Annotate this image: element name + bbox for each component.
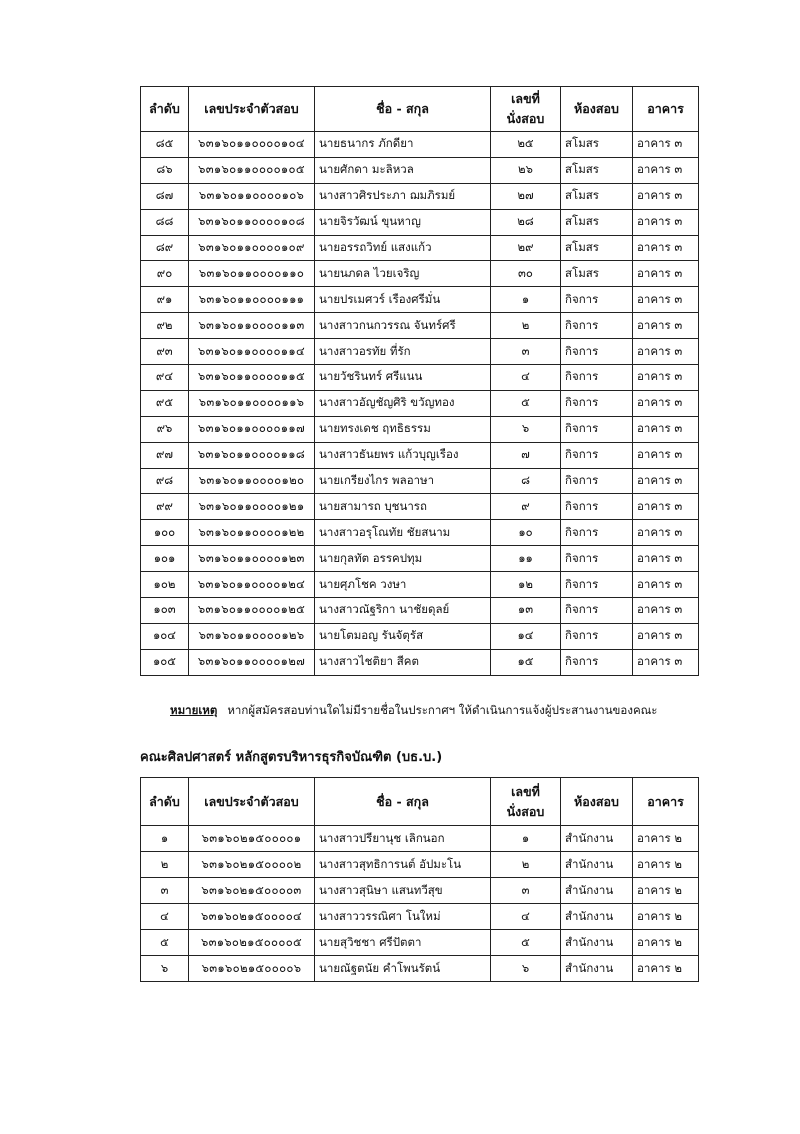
table-body (141, 826, 699, 982)
cell-room: สำนักงาน (561, 878, 633, 904)
cell-order: ๘๘ (141, 209, 189, 235)
table-row (141, 904, 699, 930)
header-building: อาคาร (633, 778, 699, 826)
cell-name: นายปรเมศวร์ เรืองศรีมั่น (315, 287, 491, 313)
table-row (141, 598, 699, 624)
cell-seat: ๙ (491, 494, 561, 520)
table-row (141, 442, 699, 468)
cell-name: นายอรรถวิทย์ แสงแก้ว (315, 235, 491, 261)
cell-building: อาคาร ๓ (633, 157, 699, 183)
header-room: ห้องสอบ (561, 778, 633, 826)
table-row (141, 930, 699, 956)
cell-order: ๘๖ (141, 157, 189, 183)
header-seat (491, 778, 561, 826)
cell-exam-id: ๖๓๑๖๐๑๑๐๐๐๐๑๑๘ (189, 442, 315, 468)
cell-name: นางสาวไชติยา สีคต (315, 649, 491, 675)
cell-building: อาคาร ๒ (633, 852, 699, 878)
table-row (141, 183, 699, 209)
cell-building: อาคาร ๓ (633, 623, 699, 649)
cell-order: ๔ (141, 904, 189, 930)
cell-name: นายศักดา มะลิหวล (315, 157, 491, 183)
cell-room: สำนักงาน (561, 826, 633, 852)
cell-order: ๙๘ (141, 468, 189, 494)
cell-building: อาคาร ๓ (633, 365, 699, 391)
cell-seat: ๓๐ (491, 261, 561, 287)
cell-room: กิจการ (561, 416, 633, 442)
cell-order: ๑๐๒ (141, 572, 189, 598)
cell-building: อาคาร ๒ (633, 878, 699, 904)
cell-building: อาคาร ๒ (633, 826, 699, 852)
table-row (141, 209, 699, 235)
cell-building: อาคาร ๓ (633, 468, 699, 494)
cell-building: อาคาร ๓ (633, 598, 699, 624)
cell-room: สำนักงาน (561, 904, 633, 930)
cell-exam-id: ๖๓๑๖๐๒๑๕๐๐๐๐๓ (189, 878, 315, 904)
cell-building: อาคาร ๓ (633, 261, 699, 287)
cell-seat: ๓ (491, 878, 561, 904)
cell-seat: ๕ (491, 930, 561, 956)
cell-seat: ๒๖ (491, 157, 561, 183)
cell-building: อาคาร ๓ (633, 546, 699, 572)
remark-label: หมายเหตุ (170, 703, 218, 717)
cell-exam-id: ๖๓๑๖๐๑๑๐๐๐๐๑๒๖ (189, 623, 315, 649)
cell-exam-id: ๖๓๑๖๐๒๑๕๐๐๐๐๑ (189, 826, 315, 852)
cell-building: อาคาร ๒ (633, 956, 699, 982)
cell-room: กิจการ (561, 649, 633, 675)
cell-order: ๕ (141, 930, 189, 956)
cell-exam-id: ๖๓๑๖๐๒๑๕๐๐๐๐๖ (189, 956, 315, 982)
cell-seat: ๑๒ (491, 572, 561, 598)
cell-seat: ๑๔ (491, 623, 561, 649)
cell-room: สโมสร (561, 209, 633, 235)
cell-seat: ๑๕ (491, 649, 561, 675)
cell-order: ๙๙ (141, 494, 189, 520)
table-row (141, 468, 699, 494)
cell-name: นายเกรียงไกร พลอาษา (315, 468, 491, 494)
cell-seat: ๒๗ (491, 183, 561, 209)
cell-name: นายศุภโชค วงษา (315, 572, 491, 598)
table-row (141, 878, 699, 904)
cell-name: นายจิรวัฒน์ ขุนหาญ (315, 209, 491, 235)
cell-exam-id: ๖๓๑๖๐๑๑๐๐๐๐๑๒๔ (189, 572, 315, 598)
section-heading: คณะศิลปศาสตร์ หลักสูตรบริหารธุรกิจบัณฑิต (บธ.บ.) (140, 750, 443, 765)
cell-name: นายสามารถ บุชนารถ (315, 494, 491, 520)
cell-building: อาคาร ๓ (633, 287, 699, 313)
cell-exam-id: ๖๓๑๖๐๑๑๐๐๐๐๑๑๑ (189, 287, 315, 313)
cell-seat: ๔ (491, 904, 561, 930)
cell-name: นายนภดล ไวยเจริญ (315, 261, 491, 287)
table-row (141, 826, 699, 852)
table-row (141, 852, 699, 878)
table-row (141, 287, 699, 313)
cell-room: สำนักงาน (561, 852, 633, 878)
table-header-row (141, 778, 699, 826)
cell-seat: ๕ (491, 390, 561, 416)
table-row (141, 365, 699, 391)
cell-building: อาคาร ๓ (633, 132, 699, 158)
cell-exam-id: ๖๓๑๖๐๑๑๐๐๐๐๑๐๕ (189, 157, 315, 183)
header-name: ชื่อ - สกุล (315, 87, 491, 132)
cell-room: กิจการ (561, 572, 633, 598)
cell-seat: ๑ (491, 826, 561, 852)
cell-room: กิจการ (561, 390, 633, 416)
header-seat-line2: นั่งสอบ (506, 803, 545, 819)
table-row (141, 956, 699, 982)
cell-name: นางสาวสุทธิการนต์ อัปมะโน (315, 852, 491, 878)
cell-name: นางสาวกนกวรรณ จันทร์ศรี (315, 313, 491, 339)
cell-name: นางสาวปรียานุช เลิกนอก (315, 826, 491, 852)
cell-order: ๘๕ (141, 132, 189, 158)
cell-name: นายทรงเดช ฤทธิธรรม (315, 416, 491, 442)
cell-order: ๑๐๔ (141, 623, 189, 649)
table-row (141, 313, 699, 339)
cell-room: กิจการ (561, 442, 633, 468)
cell-name: นายณัฐตนัย คำโพนรัตน์ (315, 956, 491, 982)
header-exam-id: เลขประจำตัวสอบ (189, 87, 315, 132)
cell-name: นายโตมอญ รันจัตุรัส (315, 623, 491, 649)
cell-exam-id: ๖๓๑๖๐๑๑๐๐๐๐๑๑๐ (189, 261, 315, 287)
cell-seat: ๔ (491, 365, 561, 391)
cell-seat: ๗ (491, 442, 561, 468)
cell-room: กิจการ (561, 365, 633, 391)
cell-seat: ๓ (491, 339, 561, 365)
cell-order: ๑๐๑ (141, 546, 189, 572)
cell-exam-id: ๖๓๑๖๐๑๑๐๐๐๐๑๐๔ (189, 132, 315, 158)
cell-order: ๙๕ (141, 390, 189, 416)
table-row (141, 390, 699, 416)
header-building: อาคาร (633, 87, 699, 132)
cell-room: กิจการ (561, 468, 633, 494)
cell-exam-id: ๖๓๑๖๐๑๑๐๐๐๐๑๐๙ (189, 235, 315, 261)
cell-order: ๑๐๕ (141, 649, 189, 675)
cell-building: อาคาร ๓ (633, 313, 699, 339)
table-header-row (141, 87, 699, 132)
cell-seat: ๒๙ (491, 235, 561, 261)
cell-seat: ๑๑ (491, 546, 561, 572)
table-row (141, 623, 699, 649)
header-order: ลำดับ (141, 87, 189, 132)
cell-building: อาคาร ๓ (633, 520, 699, 546)
table-row (141, 416, 699, 442)
table-row (141, 572, 699, 598)
cell-name: นางสาวศิรประภา ฌมภิรมย์ (315, 183, 491, 209)
cell-exam-id: ๖๓๑๖๐๑๑๐๐๐๐๑๐๖ (189, 183, 315, 209)
cell-exam-id: ๖๓๑๖๐๑๑๐๐๐๐๑๒๕ (189, 598, 315, 624)
cell-name: นางสาววรรณิศา โนใหม่ (315, 904, 491, 930)
cell-exam-id: ๖๓๑๖๐๑๑๐๐๐๐๑๒๒ (189, 520, 315, 546)
cell-name: นางสาวสุนิษา แสนทวีสุข (315, 878, 491, 904)
header-exam-id: เลขประจำตัวสอบ (189, 778, 315, 826)
cell-order: ๑๐๐ (141, 520, 189, 546)
header-room: ห้องสอบ (561, 87, 633, 132)
cell-building: อาคาร ๓ (633, 442, 699, 468)
table-row (141, 261, 699, 287)
cell-order: ๙๑ (141, 287, 189, 313)
cell-exam-id: ๖๓๑๖๐๑๑๐๐๐๐๑๑๗ (189, 416, 315, 442)
cell-room: สำนักงาน (561, 956, 633, 982)
cell-room: กิจการ (561, 623, 633, 649)
cell-exam-id: ๖๓๑๖๐๑๑๐๐๐๐๑๑๕ (189, 365, 315, 391)
cell-building: อาคาร ๒ (633, 904, 699, 930)
cell-order: ๙๓ (141, 339, 189, 365)
cell-order: ๑๐๓ (141, 598, 189, 624)
cell-exam-id: ๖๓๑๖๐๑๑๐๐๐๐๑๑๓ (189, 313, 315, 339)
cell-order: ๙๐ (141, 261, 189, 287)
cell-exam-id: ๖๓๑๖๐๑๑๐๐๐๐๑๒๓ (189, 546, 315, 572)
cell-seat: ๑๐ (491, 520, 561, 546)
cell-building: อาคาร ๓ (633, 235, 699, 261)
cell-seat: ๖ (491, 956, 561, 982)
header-seat-line2: นั่งสอบ (506, 111, 545, 126)
cell-name: นางสาวอัญชัญศิริ ขวัญทอง (315, 390, 491, 416)
cell-room: สโมสร (561, 157, 633, 183)
cell-seat: ๑ (491, 287, 561, 313)
cell-order: ๑ (141, 826, 189, 852)
cell-exam-id: ๖๓๑๖๐๑๑๐๐๐๐๑๒๑ (189, 494, 315, 520)
cell-building: อาคาร ๓ (633, 649, 699, 675)
cell-name: นายวัชรินทร์ ศรีแนน (315, 365, 491, 391)
cell-exam-id: ๖๓๑๖๐๒๑๕๐๐๐๐๔ (189, 904, 315, 930)
cell-order: ๖ (141, 956, 189, 982)
cell-order: ๙๔ (141, 365, 189, 391)
cell-order: ๒ (141, 852, 189, 878)
cell-exam-id: ๖๓๑๖๐๑๑๐๐๐๐๑๑๔ (189, 339, 315, 365)
header-name: ชื่อ - สกุล (315, 778, 491, 826)
cell-order: ๓ (141, 878, 189, 904)
cell-seat: ๒ (491, 313, 561, 339)
cell-exam-id: ๖๓๑๖๐๒๑๕๐๐๐๐๕ (189, 930, 315, 956)
cell-room: สโมสร (561, 183, 633, 209)
remark-note (170, 702, 730, 720)
table-row (141, 235, 699, 261)
candidate-table-2 (140, 777, 699, 982)
cell-exam-id: ๖๓๑๖๐๑๑๐๐๐๐๑๒๐ (189, 468, 315, 494)
cell-room: กิจการ (561, 313, 633, 339)
cell-order: ๙๗ (141, 442, 189, 468)
remark-text: หากผู้สมัครสอบท่านใดไม่มีรายชื่อในประกาศฯ ให้ดำเนินการแจ้งผู้ประสานงานของคณะ (227, 703, 658, 717)
table-row (141, 132, 699, 158)
cell-exam-id: ๖๓๑๖๐๑๑๐๐๐๐๑๐๘ (189, 209, 315, 235)
cell-name: นางสาวณัฐริกา นาชัยดุลย์ (315, 598, 491, 624)
table-row (141, 520, 699, 546)
cell-name: นางสาวธันยพร แก้วบุญเรือง (315, 442, 491, 468)
cell-room: กิจการ (561, 520, 633, 546)
header-order: ลำดับ (141, 778, 189, 826)
cell-name: นายสุวิชชา ศรีปัตตา (315, 930, 491, 956)
header-seat (491, 87, 561, 132)
cell-room: กิจการ (561, 494, 633, 520)
cell-building: อาคาร ๓ (633, 572, 699, 598)
cell-exam-id: ๖๓๑๖๐๒๑๕๐๐๐๐๒ (189, 852, 315, 878)
cell-seat: ๒๕ (491, 132, 561, 158)
table-row (141, 157, 699, 183)
cell-building: อาคาร ๓ (633, 494, 699, 520)
cell-seat: ๖ (491, 416, 561, 442)
cell-building: อาคาร ๒ (633, 930, 699, 956)
cell-room: สโมสร (561, 132, 633, 158)
cell-seat: ๑๓ (491, 598, 561, 624)
cell-order: ๘๗ (141, 183, 189, 209)
cell-exam-id: ๖๓๑๖๐๑๑๐๐๐๐๑๒๗ (189, 649, 315, 675)
cell-building: อาคาร ๓ (633, 209, 699, 235)
cell-building: อาคาร ๓ (633, 416, 699, 442)
cell-room: กิจการ (561, 287, 633, 313)
cell-name: นางสาวอรุโณทัย ชัยสนาม (315, 520, 491, 546)
table-row (141, 546, 699, 572)
cell-name: นายธนากร ภักดียา (315, 132, 491, 158)
cell-name: นายกุลทัต อรรคปทุม (315, 546, 491, 572)
cell-seat: ๘ (491, 468, 561, 494)
cell-room: สโมสร (561, 261, 633, 287)
table-row (141, 339, 699, 365)
candidate-table-1 (140, 86, 699, 676)
table-row (141, 649, 699, 675)
header-seat-line1: เลขที่ (511, 91, 540, 106)
cell-room: กิจการ (561, 598, 633, 624)
cell-order: ๙๒ (141, 313, 189, 339)
cell-seat: ๒๘ (491, 209, 561, 235)
cell-building: อาคาร ๓ (633, 339, 699, 365)
cell-building: อาคาร ๓ (633, 183, 699, 209)
cell-room: สโมสร (561, 235, 633, 261)
cell-building: อาคาร ๓ (633, 390, 699, 416)
cell-room: กิจการ (561, 546, 633, 572)
header-seat-line1: เลขที่ (511, 783, 540, 799)
cell-name: นางสาวอรทัย ที่รัก (315, 339, 491, 365)
cell-room: สำนักงาน (561, 930, 633, 956)
cell-order: ๘๙ (141, 235, 189, 261)
table-body (141, 132, 699, 676)
table-row (141, 494, 699, 520)
cell-seat: ๒ (491, 852, 561, 878)
cell-order: ๙๖ (141, 416, 189, 442)
cell-room: กิจการ (561, 339, 633, 365)
cell-exam-id: ๖๓๑๖๐๑๑๐๐๐๐๑๑๖ (189, 390, 315, 416)
